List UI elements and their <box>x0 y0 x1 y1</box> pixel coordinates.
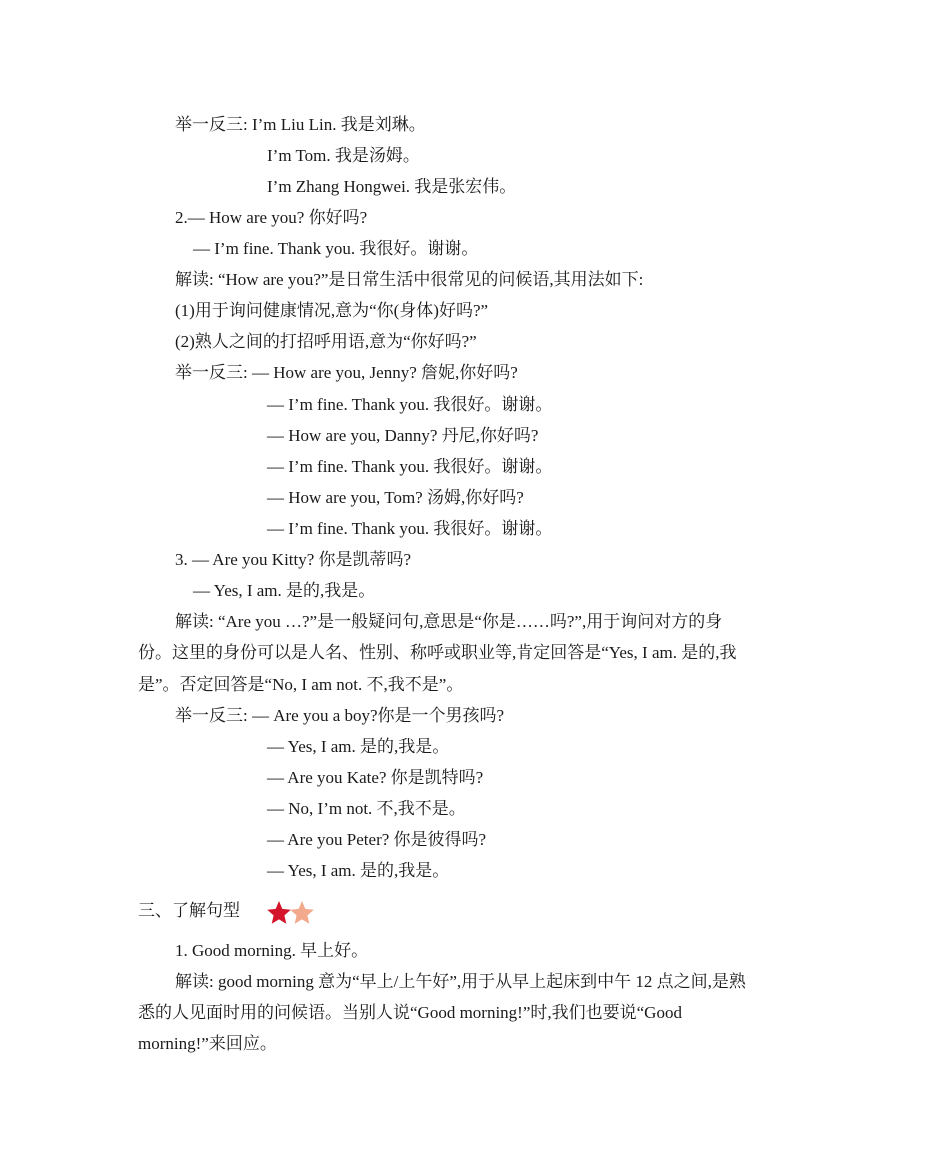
explanation-4-line-3: morning!”来回应。 <box>138 1034 277 1053</box>
sentence-2-answer: — I’m fine. Thank you. 我很好。谢谢。 <box>193 239 479 258</box>
explanation-2-intro: 解读: “How are you?”是日常生活中很常见的问候语,其用法如下: <box>175 270 644 289</box>
sentence-3-question: 3. — Are you Kitty? 你是凯蒂吗? <box>175 550 412 569</box>
explanation-4-line-1: 解读: good morning 意为“早上/上午好”,用于从早上起床到中午 12 点之间,是熟 <box>175 972 746 991</box>
example-2-line-5: — How are you, Tom? 汤姆,你好吗? <box>267 488 524 507</box>
example-2-line-3: — How are you, Danny? 丹尼,你好吗? <box>267 426 539 445</box>
explanation-4-line-2: 悉的人见面时用的问候语。当别人说“Good morning!”时,我们也要说“Good <box>138 1003 682 1022</box>
example-2-line-4: — I’m fine. Thank you. 我很好。谢谢。 <box>267 457 553 476</box>
explanation-3-line-1: 解读: “Are you …?”是一般疑问句,意思是“你是……吗?”,用于询问对方的身 <box>175 612 723 631</box>
explanation-3-line-3: 是”。否定回答是“No, I am not. 不,我不是”。 <box>138 675 464 694</box>
example-2-line-2: — I’m fine. Thank you. 我很好。谢谢。 <box>267 395 553 414</box>
example-line-3: I’m Zhang Hongwei. 我是张宏伟。 <box>267 177 517 196</box>
example-3-line-3: — Are you Kate? 你是凯特吗? <box>267 768 484 787</box>
example-line-2: I’m Tom. 我是汤姆。 <box>267 146 420 165</box>
example-3-line-5: — Are you Peter? 你是彼得吗? <box>267 830 487 849</box>
star-icon <box>266 900 318 924</box>
example-3-line-4: — No, I’m not. 不,我不是。 <box>267 799 466 818</box>
sentence-2-question: 2.— How are you? 你好吗? <box>175 208 368 227</box>
example-line-1: 举一反三: I’m Liu Lin. 我是刘琳。 <box>175 115 426 134</box>
section-heading: 三、了解句型 <box>138 901 240 920</box>
sentence-3-answer: — Yes, I am. 是的,我是。 <box>193 581 376 600</box>
explanation-3-line-2: 份。这里的身份可以是人名、性别、称呼或职业等,肯定回答是“Yes, I am. 是的,我 <box>138 643 737 662</box>
section-heading-row <box>138 900 240 922</box>
section-rating <box>266 900 318 922</box>
explanation-2-point-2: (2)熟人之间的打招呼用语,意为“你好吗?” <box>175 332 477 351</box>
example-3-line-2: — Yes, I am. 是的,我是。 <box>267 737 450 756</box>
example-2-line-1: 举一反三: — How are you, Jenny? 詹妮,你好吗? <box>175 363 518 382</box>
sentence-1-title: 1. Good morning. 早上好。 <box>175 941 369 960</box>
example-3-line-6: — Yes, I am. 是的,我是。 <box>267 861 450 880</box>
example-2-line-6: — I’m fine. Thank you. 我很好。谢谢。 <box>267 519 553 538</box>
explanation-2-point-1: (1)用于询问健康情况,意为“你(身体)好吗?” <box>175 301 489 320</box>
example-3-line-1: 举一反三: — Are you a boy?你是一个男孩吗? <box>175 706 505 725</box>
